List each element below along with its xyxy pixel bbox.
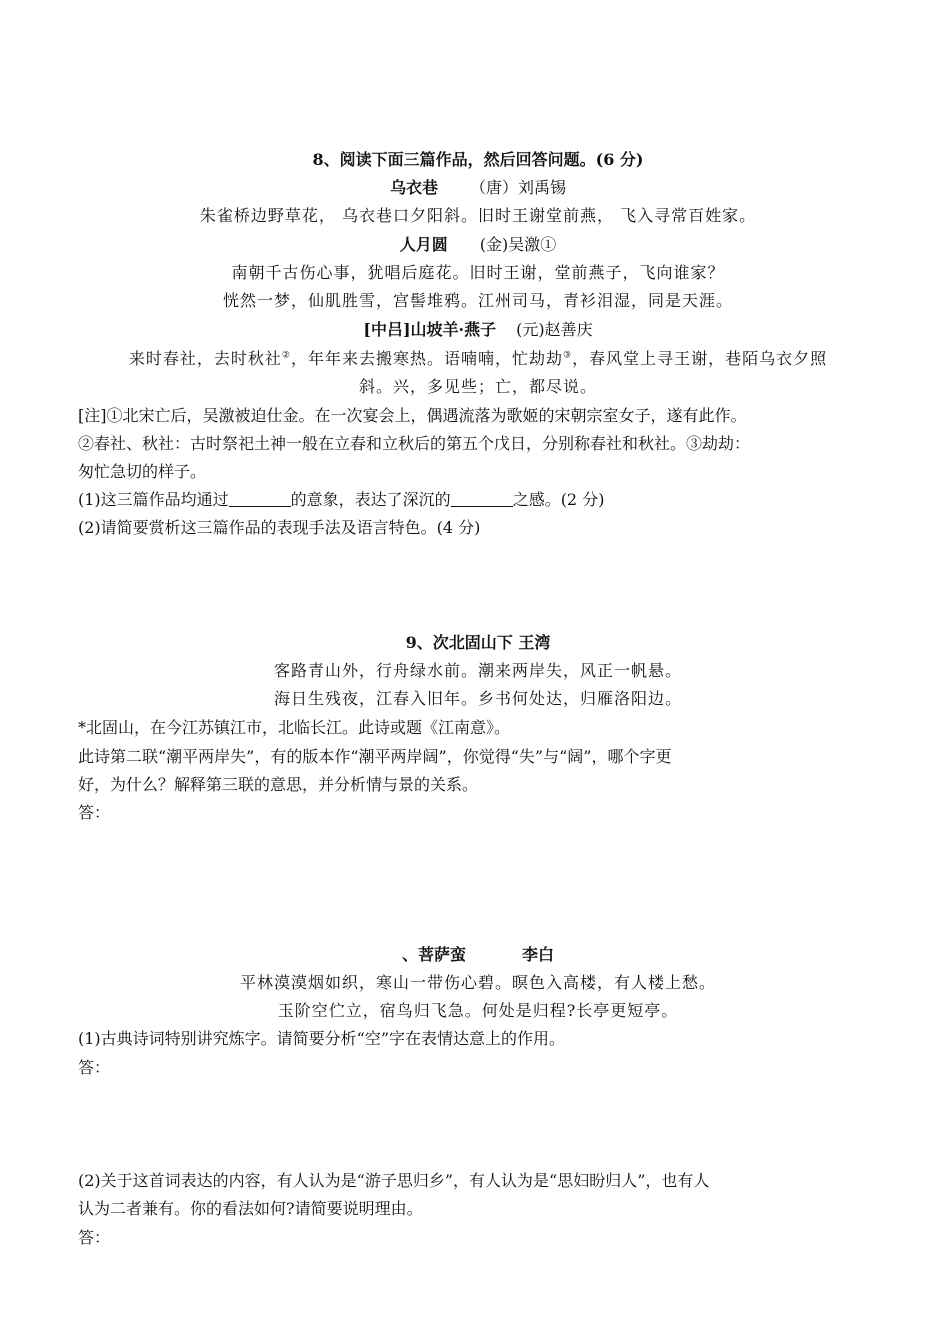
note-line-1: [注]①北宋亡后，吴激被迫仕金。在一次宴会上，偶遇流落为歌姬的宋朝宗室女子，遂有此作。	[78, 406, 747, 425]
poem2-author: (金)吴激①	[479, 235, 557, 254]
q9-poem-line-2: 海日生残夜，江春入旧年。乡书何处达，归雁洛阳边。	[273, 689, 682, 708]
poem2-line-1: 南朝千古伤心事，犹唱后庭花。旧时王谢，堂前燕子，飞向谁家？	[231, 263, 725, 282]
q10-title: 、菩萨蛮	[401, 945, 466, 964]
poem2-line-2: 恍然一梦，仙肌胜雪，宫髻堆鸦。江州司马，青衫泪湿，同是天涯。	[222, 291, 733, 310]
q10-poem-line-1: 平林漠漠烟如织，寒山一带伤心碧。暝色入高楼，有人楼上愁。	[239, 973, 716, 992]
q9-note: *北固山，在今江苏镇江市，北临长江。此诗或题《江南意》。	[78, 718, 511, 737]
q10-title-line	[78, 945, 878, 965]
answer-blank-2[interactable]	[451, 492, 513, 507]
poem3-title: [中吕]山坡羊·燕子	[363, 320, 497, 339]
poem3-line-1-part-b: ，年年来去搬寒热。语喃喃，忙劫劫	[290, 349, 563, 368]
q10-poem-line-2: 玉阶空伫立，宿鸟归飞急。何处是归程?长亭更短亭。	[277, 1001, 679, 1020]
q9-question-line-1: 此诗第二联“潮平两岸失”，有的版本作“潮平两岸阔”，你觉得“失”与“阔”，哪个字更	[78, 747, 672, 766]
q8-heading: 8、阅读下面三篇作品，然后回答问题。(6 分)	[312, 150, 644, 169]
poem1-title: 乌衣巷	[389, 178, 438, 197]
q9-answer-label: 答：	[78, 803, 111, 822]
q10-sub-question-1: (1)古典诗词特别讲究炼字。请简要分析“空”字在表情达意上的作用。	[78, 1029, 566, 1048]
q10-sub-question-2-line-2: 认为二者兼有。你的看法如何?请简要说明理由。	[78, 1199, 423, 1218]
poem2-title: 人月圆	[399, 235, 448, 254]
note-line-3: 匆忙急切的样子。	[78, 462, 207, 481]
footnote-mark-3: ③	[563, 350, 573, 361]
q9-question-line-2: 好，为什么？解释第三联的意思，并分析情与景的关系。	[78, 775, 479, 794]
answer-blank-1[interactable]	[229, 492, 291, 507]
poem1-author: （唐）刘禹锡	[470, 178, 567, 197]
poem3-title-line	[78, 320, 878, 340]
footnote-mark-2: ②	[281, 350, 291, 361]
q10-author: 李白	[522, 945, 555, 964]
poem3-line-1	[78, 349, 878, 369]
poem3-line-1-part-a: 来时春社，去时秋社	[128, 349, 282, 368]
poem1-line-1: 朱雀桥边野草花， 乌衣巷口夕阳斜。旧时王谢堂前燕， 飞入寻常百姓家。	[199, 206, 757, 225]
poem3-author: (元)赵善庆	[516, 320, 593, 339]
q10-sub-question-2-line-1: (2)关于这首词表达的内容，有人认为是“游子思归乡”，有人认为是“思妇盼归人”，也有人	[78, 1171, 710, 1190]
q10-answer-label-1: 答：	[78, 1058, 111, 1077]
q9-heading: 9、次北固山下 王湾	[405, 633, 551, 652]
q8-sub1-part-b: 的意象，表达了深沉的	[290, 490, 451, 509]
poem1-title-line	[78, 178, 878, 198]
note-line-2: ②春社、秋社：古时祭祀土神一般在立春和立秋后的第五个戊日，分别称春社和秋社。③劫劫：	[78, 434, 751, 453]
q8-sub-question-1	[78, 490, 878, 510]
q9-poem-line-1: 客路青山外，行舟绿水前。潮来两岸失，风正一帆悬。	[273, 661, 682, 680]
poem3-line-1-part-c: ，春风堂上寻王谢，巷陌乌衣夕照	[572, 349, 828, 368]
q8-sub1-part-c: 之感。(2 分)	[512, 490, 605, 509]
q8-sub1-part-a: (1)这三篇作品均通过	[78, 490, 229, 509]
q8-sub-question-2: (2)请简要赏析这三篇作品的表现手法及语言特色。(4 分)	[78, 518, 481, 537]
poem2-title-line	[78, 235, 878, 255]
q10-answer-label-2: 答：	[78, 1228, 111, 1247]
poem3-line-2: 斜。兴，多见些；亡，都尽说。	[358, 377, 597, 396]
